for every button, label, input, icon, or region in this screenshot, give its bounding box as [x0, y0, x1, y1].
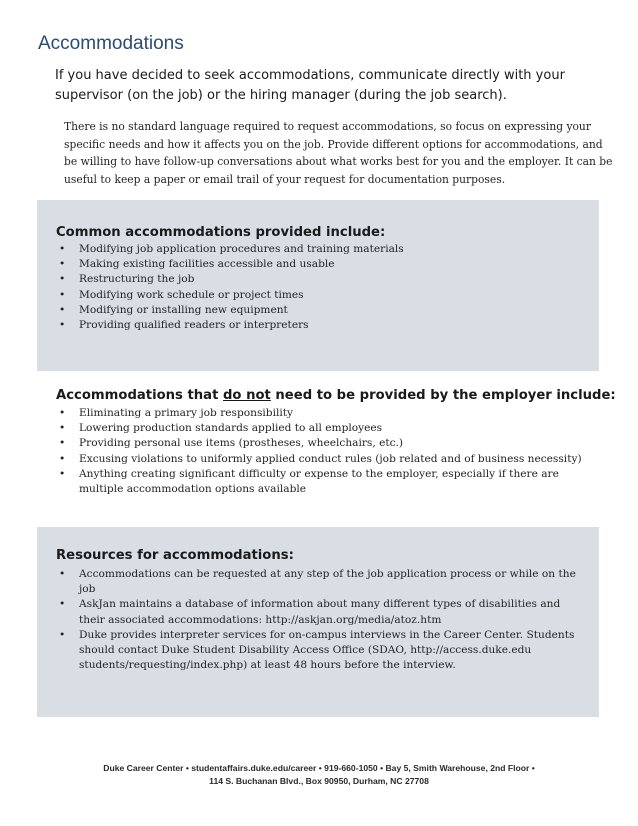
bullet-icon: •: [59, 628, 66, 641]
bullet-icon: •: [59, 437, 66, 450]
bullet-icon: •: [59, 273, 66, 286]
common-accommodations-panel: [37, 200, 599, 371]
resources-heading: Resources for accommodations:: [56, 548, 294, 563]
list-item: [59, 242, 599, 257]
page-subtitle: If you have decided to seek accommodations, communicate directly with your supervisor (on the job) or the hiring manager (during the job search).: [55, 68, 565, 103]
list-item: [59, 597, 589, 627]
list-item-text: Providing qualified readers or interpreters: [79, 319, 309, 332]
list-item: [59, 436, 599, 451]
bullet-icon: •: [59, 407, 66, 419]
list-item-text: Excusing violations to uniformly applied conduct rules (job related and of business necessity): [79, 452, 582, 465]
resources-list: [37, 567, 589, 673]
list-item-text: Eliminating a primary job responsibility: [79, 407, 293, 419]
list-item: [59, 288, 599, 303]
list-item-text: Making existing facilities accessible and usable: [79, 258, 335, 271]
heading-text-before: Accommodations that: [56, 388, 223, 403]
bullet-icon: •: [59, 467, 66, 480]
list-item-text: Duke provides interpreter services for on-campus interviews in the Career Center. Students should contact Duke Student Disability Access Office (SDAO, http://access.duke.edu students/requesting/index.php) at least 48 hours before the interview.: [79, 628, 575, 672]
list-item-text: Accommodations can be requested at any step of the job application process or while on the job: [79, 568, 576, 596]
list-item: [59, 406, 599, 421]
page-footer: [0, 762, 638, 788]
list-item: [59, 318, 599, 333]
list-item: [59, 467, 599, 497]
bullet-icon: •: [59, 422, 66, 435]
bullet-icon: •: [59, 258, 66, 271]
bullet-icon: •: [59, 243, 66, 255]
list-item-text: Providing personal use items (prostheses, wheelchairs, etc.): [79, 437, 404, 450]
not-required-accommodations-panel: [37, 386, 616, 506]
list-item: [59, 567, 589, 597]
common-accommodations-list: [37, 242, 599, 333]
list-item: [59, 421, 599, 436]
list-item-text: Modifying work schedule or project times: [79, 288, 304, 301]
list-item-text: AskJan maintains a database of information about many different types of disabilities and their associated accommodations: http://askjan.org/media/atoz.htm: [79, 598, 561, 626]
not-required-accommodations-list: [37, 406, 599, 497]
bullet-icon: •: [59, 598, 66, 611]
intro-paragraph: There is no standard language required to request accommodations, so focus on expressing your specific needs and how it affects you on the job. Provide different options for accommodations, and be willing to have follow-up conversations about what works best for you and the employer. It can be useful to keep a paper or email trail of your request for documentation purposes.: [64, 120, 613, 186]
page-title: Accommodations: [38, 33, 184, 54]
list-item: [59, 452, 599, 467]
list-item: [59, 303, 599, 318]
bullet-icon: •: [59, 452, 66, 465]
bullet-icon: •: [59, 303, 66, 316]
common-accommodations-heading: Common accommodations provided include:: [56, 225, 386, 240]
resources-panel: [37, 527, 599, 717]
heading-text-underlined: do not: [222, 388, 271, 403]
list-item: [59, 628, 589, 674]
list-item-text: Modifying job application procedures and training materials: [79, 243, 404, 255]
footer-contact-line: Duke Career Center • studentaffairs.duke.edu/career • 919-660-1050 • Bay 5, Smith Warehouse, 2nd Floor •: [103, 763, 535, 773]
bullet-icon: •: [59, 568, 66, 580]
list-item-text: Modifying or installing new equipment: [79, 303, 288, 316]
bullet-icon: •: [59, 319, 66, 332]
list-item: [59, 257, 599, 272]
heading-text-after: need to be provided by the employer include:: [270, 388, 616, 403]
list-item: [59, 272, 599, 287]
list-item-text: Anything creating significant difficulty or expense to the employer, especially if there are multiple accommodation options available: [79, 467, 559, 496]
bullet-icon: •: [59, 288, 66, 301]
not-required-accommodations-heading: [37, 387, 616, 405]
list-item-text: Restructuring the job: [79, 273, 195, 286]
list-item-text: Lowering production standards applied to all employees: [79, 422, 383, 435]
footer-address-line: 114 S. Buchanan Blvd., Box 90950, Durham, NC 27708: [209, 776, 429, 786]
